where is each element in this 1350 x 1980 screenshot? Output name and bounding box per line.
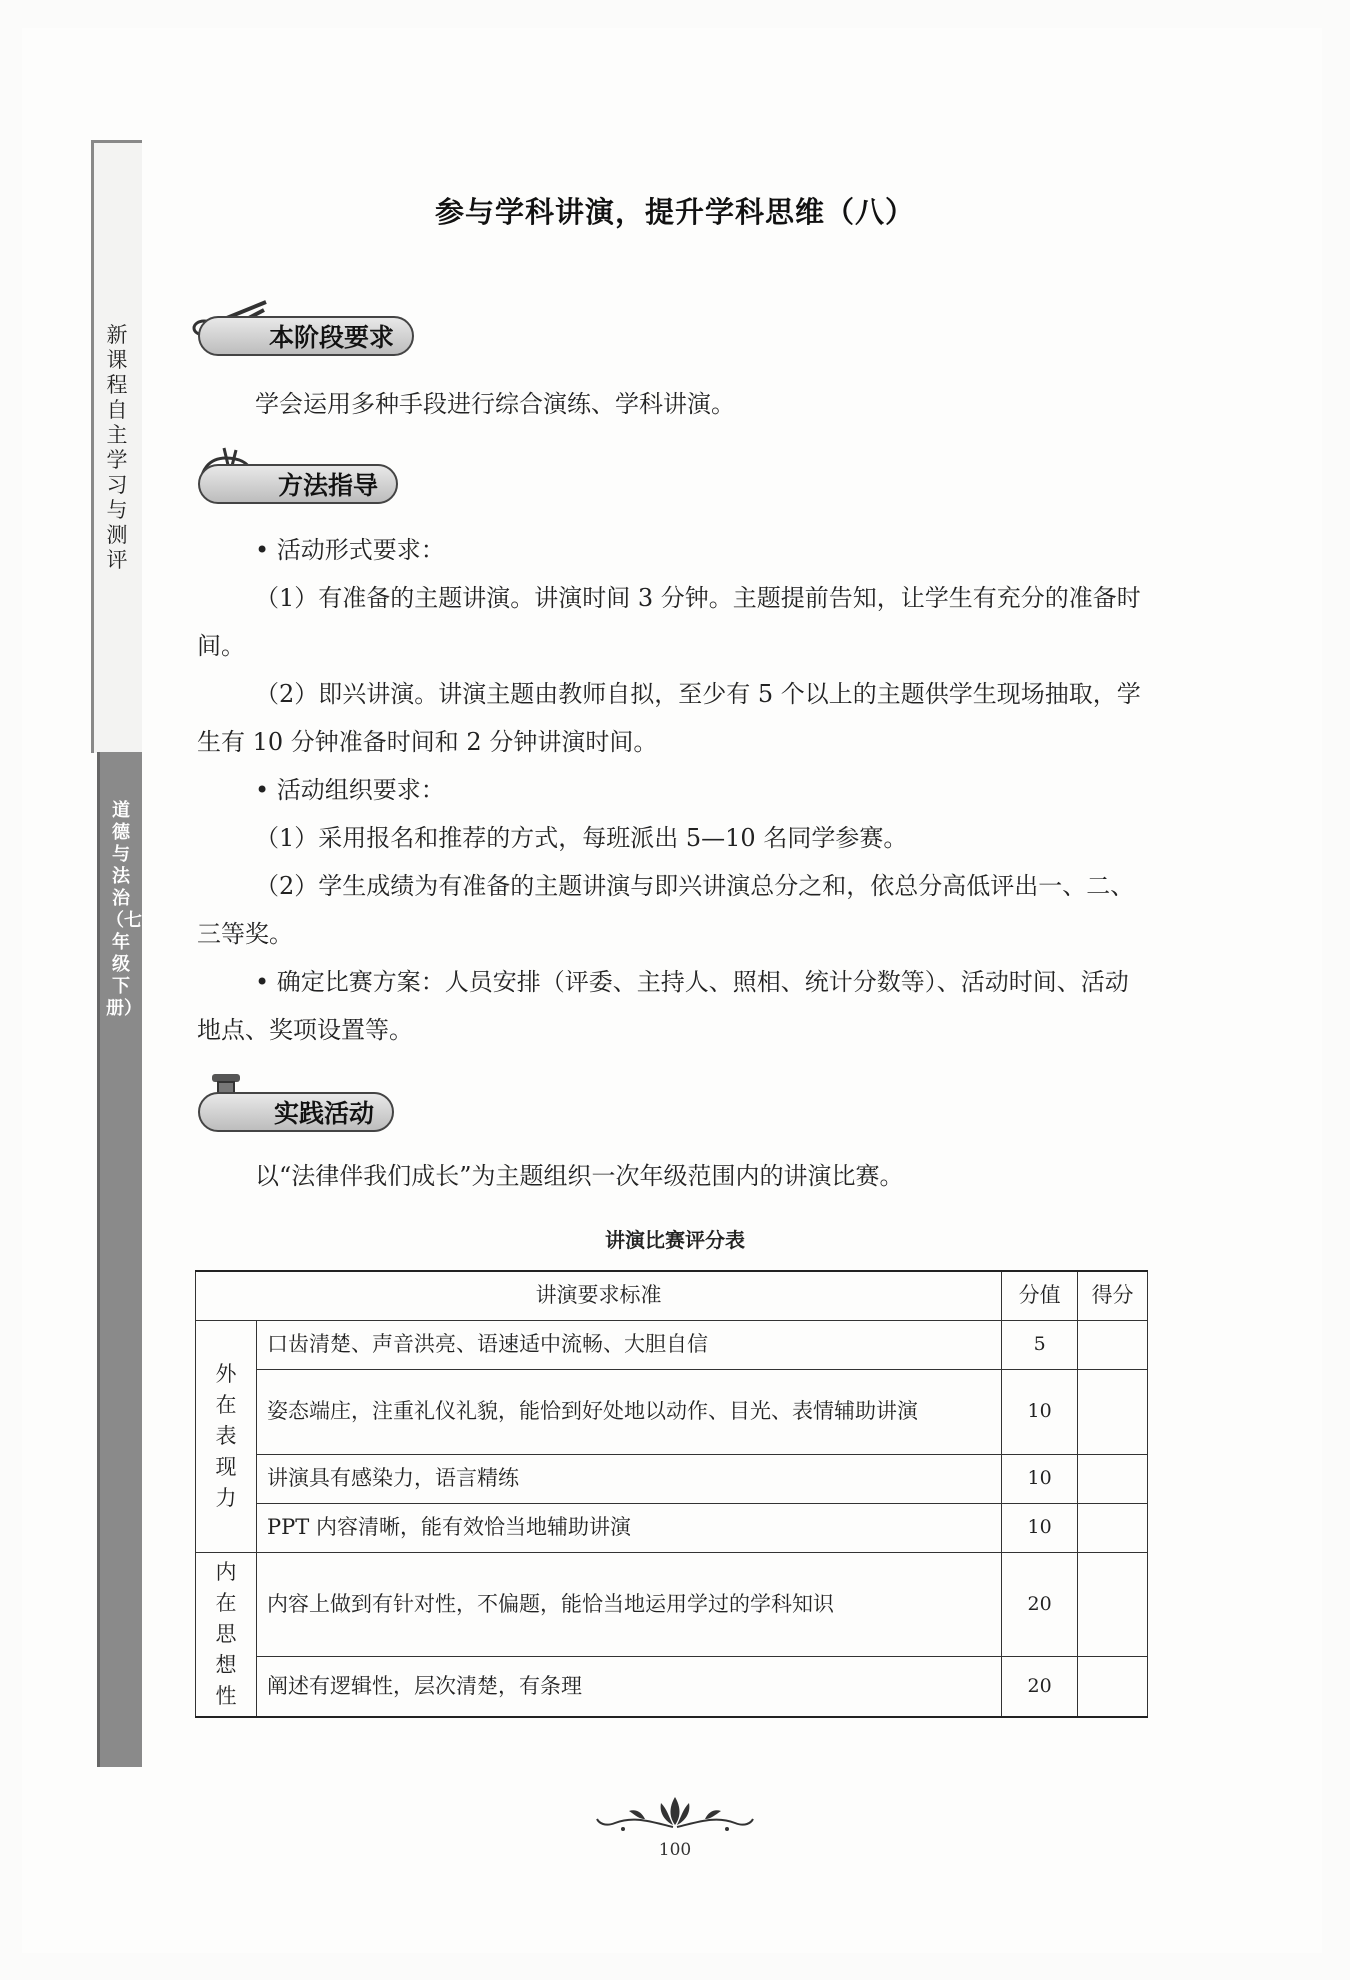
criteria-cell: 内容上做到有针对性，不偏题，能恰当地运用学过的学科知识 [257,1552,1002,1656]
table-row [196,1454,1148,1503]
criteria-cell: 口齿清楚、声音洪亮、语速适中流畅、大胆自信 [257,1320,1002,1369]
method-p5: （1）采用报名和推荐的方式，每班派出 5—10 名同学参赛。 [255,824,908,852]
score-cell [1078,1454,1148,1503]
table-row [196,1656,1148,1716]
score-cell [1078,1503,1148,1552]
method-p1: • 活动形式要求： [255,536,445,564]
page-title: 参与学科讲演，提升学科思维（八） [434,195,915,229]
method-p2: （1）有准备的主题讲演。讲演时间 3 分钟。主题提前告知，让学生有充分的准备时间。 [197,584,1141,660]
score-cell [1078,1320,1148,1369]
value-cell: 20 [1002,1656,1078,1716]
criteria-cell: 讲演具有感染力，语言精练 [257,1454,1002,1503]
method-p7: • 确定比赛方案：人员安排（评委、主持人、照相、统计分数等）、活动时间、活动地点、奖项设置等。 [197,968,1129,1044]
section-label-method: 方法指导 [198,464,398,504]
method-p6: （2）学生成绩为有准备的主题讲演与即兴讲演总分之和，依总分高低评出一、二、三等奖。 [197,872,1135,948]
subject-side-tab [97,752,142,1767]
score-cell [1078,1656,1148,1716]
table-row [196,1369,1148,1454]
category-cell: 内在思想性 [196,1552,257,1717]
header-value: 分值 [1002,1271,1078,1320]
table-header-row [196,1271,1148,1320]
practice-text: 以“法律伴我们成长”为主题组织一次年级范围内的讲演比赛。 [255,1162,904,1190]
value-cell: 10 [1002,1503,1078,1552]
value-cell: 10 [1002,1454,1078,1503]
criteria-cell: 阐述有逻辑性，层次清楚，有条理 [257,1656,1002,1716]
header-criteria: 讲演要求标准 [196,1271,1002,1320]
floral-ornament-icon [595,1793,755,1841]
series-title: 新课程自主学习与测评 [106,323,128,572]
table-row [196,1503,1148,1552]
table-row [196,1320,1148,1369]
score-cell [1078,1369,1148,1454]
table-caption: 讲演比赛评分表 [605,1228,745,1252]
header-score: 得分 [1078,1271,1148,1320]
value-cell: 20 [1002,1552,1078,1656]
table-row [196,1552,1148,1656]
stage-text: 学会运用多种手段进行综合演练、学科讲演。 [255,390,735,418]
page-number: 100 [658,1840,692,1860]
section-label-practice: 实践活动 [198,1092,394,1132]
value-cell: 10 [1002,1369,1078,1454]
series-side-tab [91,140,142,753]
subject-title: 道德与法治（七年级下册） [106,800,142,1019]
value-cell: 5 [1002,1320,1078,1369]
criteria-cell: 姿态端庄，注重礼仪礼貌，能恰到好处地以动作、目光、表情辅助讲演 [257,1369,1002,1454]
section-label-stage: 本阶段要求 [198,316,414,356]
category-cell: 外在表现力 [196,1320,257,1552]
score-table [195,1270,1148,1718]
score-cell [1078,1552,1148,1656]
criteria-cell: PPT 内容清晰，能有效恰当地辅助讲演 [257,1503,1002,1552]
method-p4: • 活动组织要求： [255,776,445,804]
method-p3: （2）即兴讲演。讲演主题由教师自拟，至少有 5 个以上的主题供学生现场抽取，学生有 10 分钟准备时间和 2 分钟讲演时间。 [197,680,1141,756]
